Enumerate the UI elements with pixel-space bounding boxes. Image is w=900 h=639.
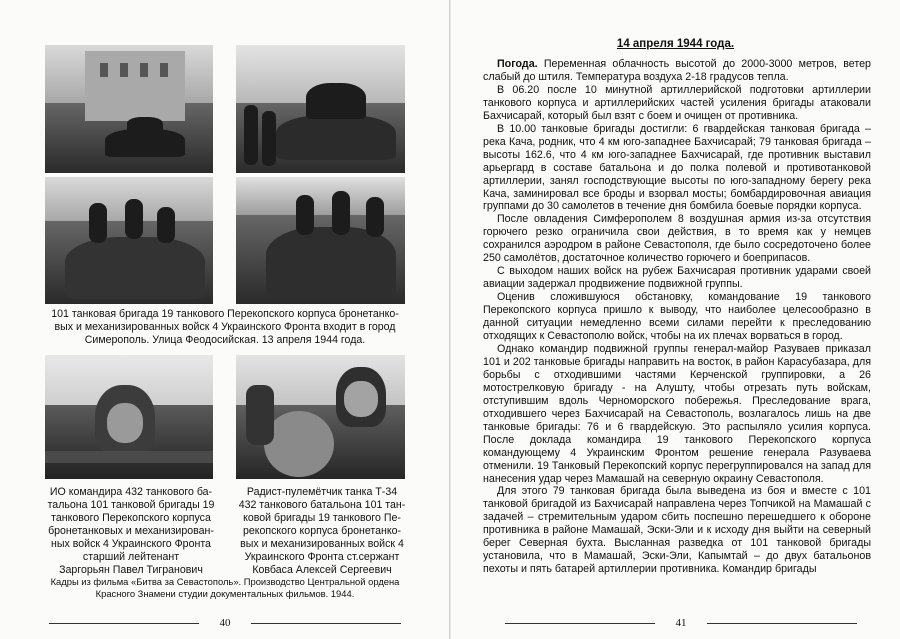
body-text	[483, 58, 871, 576]
photo-tank-with-soldiers	[236, 45, 405, 173]
paragraph: После овладения Симферополем 8 воздушная армия из-за отсутствия горючего резко ограничила свои действия, в то время как у немцев сохранился аэродром в районе Севастополя, где было сосредоточено более 250 самолётов, достаточное количество горючего и боеприпасов.	[483, 213, 871, 265]
photo-tank-street-city	[45, 45, 213, 173]
footer-rule	[49, 623, 199, 624]
page-number-footer-right	[481, 617, 881, 629]
portrait-caption-right: Радист-пулемётчик танка Т-34 432 танкового батальона 101 тан- ковой бригады 19 танкового Пе- рекопского корпуса бронетанко- вых и механизированных войск 4 Украинского Фронта ст.сержант Ковбаса Алексей Сергеевич	[238, 486, 406, 576]
footer-rule	[251, 623, 401, 624]
paragraph: В 06.20 после 10 минутной артиллерийской подготовки артиллерии танкового корпуса и артиллерийских частей усиления бригады атаковали Бахчисарай, который был взят с боем и очищен от противника.	[483, 83, 871, 122]
footer-rule	[505, 623, 655, 624]
weather-label: Погода.	[497, 58, 538, 70]
paragraph: С выходом наших войск на рубеж Бахчисарая противник ударами своей авиации задержал продвижение подвижной группы.	[483, 265, 871, 291]
page-number: 41	[675, 617, 687, 629]
footer-rule	[707, 623, 857, 624]
page-number: 40	[219, 617, 231, 629]
photo-tank-crew-riding	[45, 177, 213, 304]
weather-paragraph	[483, 58, 871, 84]
page-number-footer-left	[40, 617, 410, 629]
date-heading: 14 апреля 1944 года.	[616, 38, 735, 50]
paragraph: Для этого 79 танковая бригада была выведена из боя и вместе с 101 танковой бригадой из Бахчисарай направлена через Топчикой на Мамашай с задачей – стремительным ударом сбить поспешно перешедшего к обороне противника в районе Мамашай, Эски-Эли и к исходу дня выйти на северный берег Северная бухта. Высланная разведка от 101 танковой бригады установила, что в Мамашай, Эски-Эли, Капымтай – до двух батальонов пехоты и пять батарей артиллерии противника. Командир бригады	[483, 485, 871, 576]
photo-caption-main: 101 танковая бригада 19 танкового Перекопского корпуса бронетанко-вых и механизированных войск 4 Украинского Фронта входит в город Симерополь. Улица Феодосийская. 13 апреля 1944 года.	[51, 308, 399, 346]
weather-text: Переменная облачность высотой до 2000-3000 метров, ветер слабый до штиля. Температура воздуха 2-18 градусов тепла.	[483, 58, 871, 83]
photo-portrait-zargoryan	[45, 355, 213, 479]
film-credit: Кадры из фильма «Битва за Севастополь». Производство Центральной ордена Красного Знамени студии документальных фильмов. 1944.	[50, 576, 400, 599]
photo-portrait-kovbasa	[236, 355, 405, 479]
right-page	[451, 0, 900, 639]
portrait-caption-left: ИО командира 432 танкового ба- тальона 101 танковой бригады 19 танкового Перекопского корпуса бронетанковых и механизирован- ных войск 4 Украинского Фронта старший лейтенант Заргорьян Павел Тигранович	[47, 486, 215, 576]
paragraph: Оценив сложившуюся обстановку, командование 19 танкового Перекопского корпуса пришло к выводу, что наиболее целесообразно в данной ситуации немедленно всеми силами перейти к преследованию отходящих к Севастополю войск, чтобы на их плечах ворваться в город.	[483, 291, 871, 343]
paragraph: Однако командир подвижной группы генерал-майор Разуваев приказал 101 и 202 танковые бригады направить на восток, в район Карасубазара, для борьбы с отходившими частями Керченской группировки, а 26 мотострелковую бригаду - на Алушту, чтобы отрезать путь войскам, отступившим вдоль Черноморского побережья. Преследование врага, отходившего через Бахчисарай на Севастополь, возлагалось лишь на две танковые бригады: 76 и 6 гвардейскую. Это распыляло усилия корпуса. После доклада командира 19 танкового Перекопского корпуса командующему 4 Украинским Фронтом решение генерала Разуваева отменили. 19 Танковый Перекопский корпус перегруппировался на запад для нанесения удар через Мамашай на северную окраину Севастополя.	[483, 342, 871, 485]
photo-soldiers-on-tank	[236, 177, 405, 304]
paragraph: В 10.00 танковые бригады достигли: 6 гвардейская танковая бригада – река Кача, родник, что 4 км юго-западнее Бахчисарай; 79 танковая бригада – высоты 162.6, что 4 км юго-западнее Бахчисарай, где противник выставил арьергард в составе батальона и до полка полевой и противотанковой артиллерии, занял господствующие высоты по юго-западному берегу река Кача, заминировал все броды и взорвал мосты; бомбардировочная авиация группами до 30 самолетов в течение дня бомбила боевые порядки корпуса.	[483, 122, 871, 213]
